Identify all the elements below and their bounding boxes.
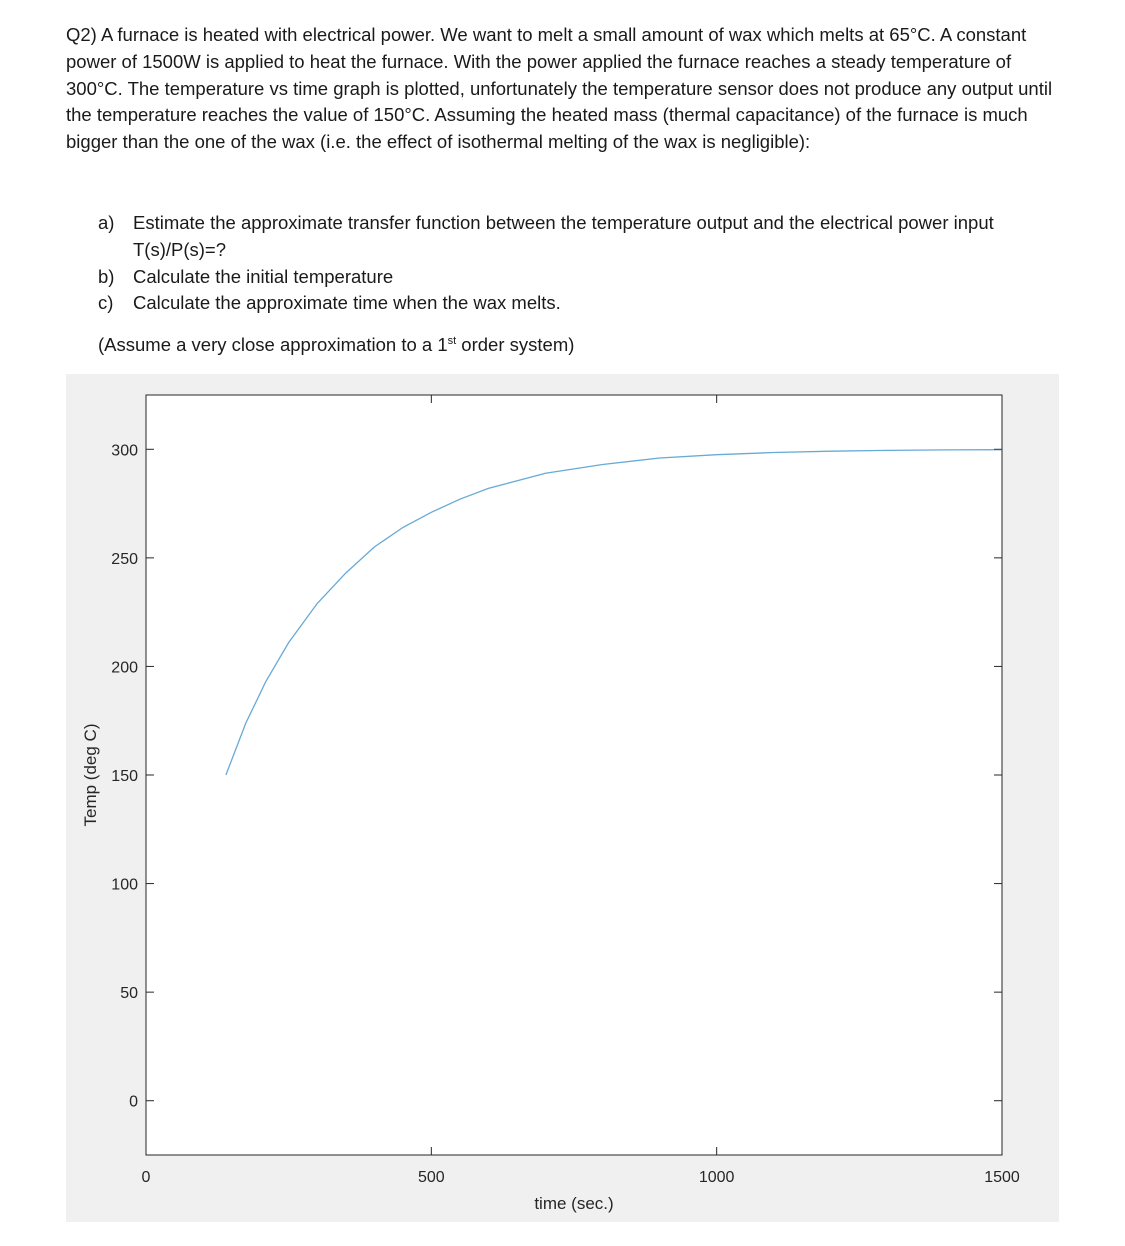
part-b-marker: b) [98,265,115,287]
x-axis-label: time (sec.) [534,1194,614,1213]
question-parts-list [98,210,1088,317]
part-c [98,290,1088,317]
part-a [98,210,1088,264]
y-tick-label: 150 [111,768,138,785]
question-text: Q2) A furnace is heated with electrical power. We want to melt a small amount of wax which melts at 65°C. A constant power of 1500W is applied to heat the furnace. With the power applied the furnace reaches a steady temperature of 300°C. The temperature vs time graph is plotted, unfortunately the temperature sensor does not produce any output until the temperature reaches the value of 150°C. Assuming the heated mass (thermal capacitance) of the furnace is much bigger than the one of the wax (i.e. the effect of isothermal melting of the wax is negligible): [66,24,1053,153]
y-tick-label: 200 [111,659,138,677]
x-tick-label: 500 [417,1169,445,1186]
y-tick-label: 0 [129,1093,138,1111]
plot-area [146,395,1002,1155]
x-tick-label: 0 [141,1169,151,1186]
note-before: (Assume a very close approximation to a 1 [98,334,448,355]
temperature-chart [66,374,1059,1222]
y-tick-label: 300 [111,442,138,460]
note-after: order system) [456,334,575,355]
part-b-text: Calculate the initial temperature [133,265,394,287]
part-c-marker: c) [98,292,114,314]
x-tick-label: 1000 [698,1169,735,1186]
y-tick-label: 250 [111,550,138,568]
part-b [98,264,1088,291]
assumption-note [98,332,574,358]
part-a-marker: a) [98,212,115,233]
note-superscript: st [447,335,457,347]
y-axis-label: Temp (deg C) [81,723,100,827]
x-tick-label: 1500 [984,1169,1020,1186]
part-a-text: Estimate the approximate transfer function between the temperature output and the electrical power input T(s)/P(s)=? [133,212,994,260]
chart-svg [66,374,1059,1222]
y-tick-label: 50 [120,985,138,1003]
y-tick-label: 100 [111,876,138,894]
part-c-text: Calculate the approximate time when the wax melts. [133,292,561,314]
